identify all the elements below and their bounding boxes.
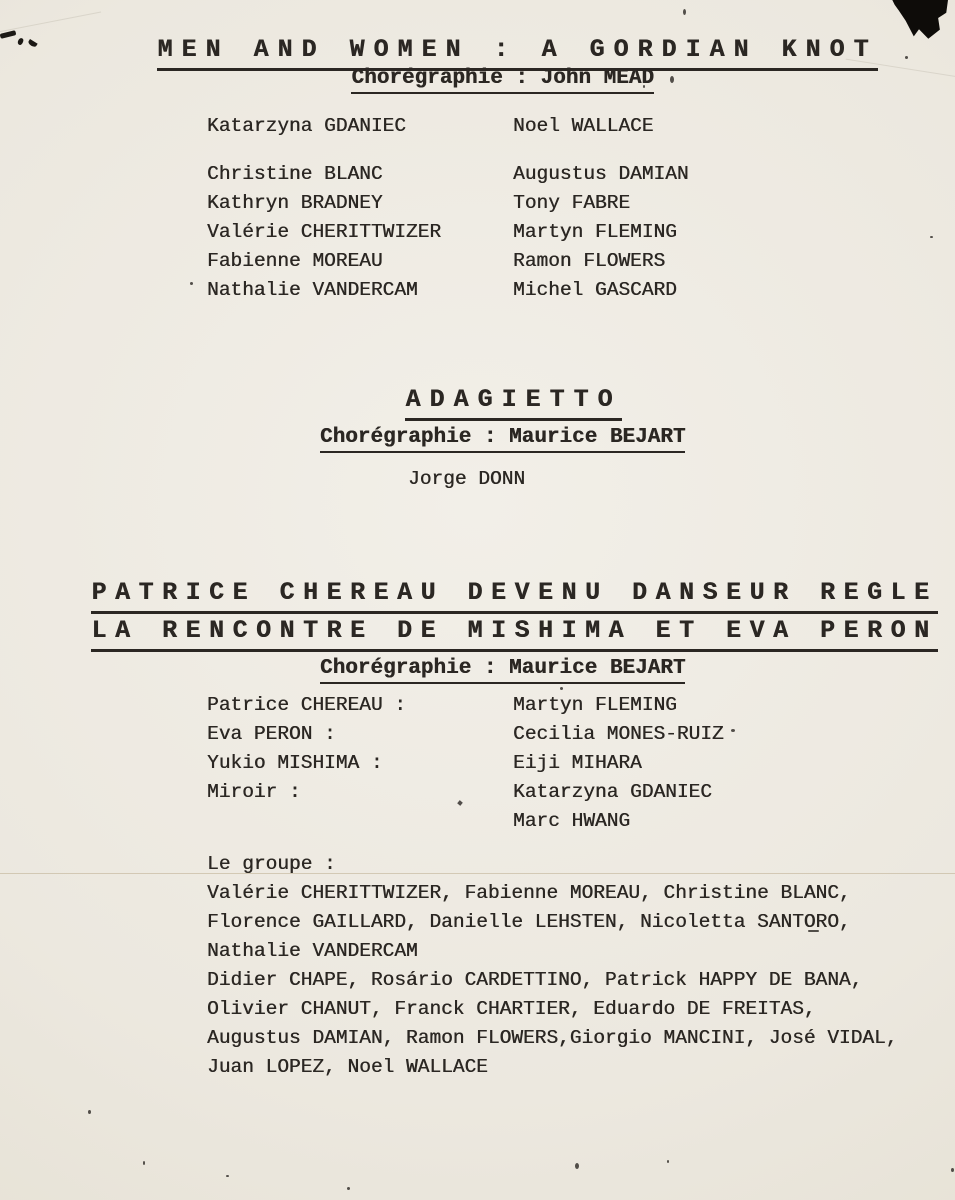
dancer-name: Cecilia MONES-RUIZ	[513, 723, 724, 745]
role-name: Eva PERON :	[207, 723, 336, 745]
ballet2-title: ADAGIETTO	[405, 385, 621, 421]
paper-crease	[0, 873, 955, 874]
cast-name: Michel GASCARD	[513, 279, 677, 301]
cast-row	[207, 189, 689, 218]
paper-speck	[930, 236, 933, 238]
role-row	[207, 749, 724, 778]
paper-speck	[88, 1110, 91, 1114]
paper-speck	[731, 729, 735, 732]
role-name: Miroir :	[207, 781, 301, 803]
group-line: Valérie CHERITTWIZER, Fabienne MOREAU, Christine BLANC,	[207, 882, 851, 904]
cast-row	[207, 247, 689, 276]
paper-speck	[143, 1161, 145, 1165]
ballet2-choreographer: Chorégraphie : Maurice BEJART	[320, 426, 685, 453]
cast-name: Nathalie VANDERCAM	[207, 279, 418, 301]
cast-name: Fabienne MOREAU	[207, 250, 383, 272]
cast-name: Martyn FLEMING	[513, 221, 677, 243]
role-name: Yukio MISHIMA :	[207, 752, 383, 774]
ballet3-role-list	[207, 691, 724, 836]
paper-speck	[951, 1168, 954, 1172]
group-line: Augustus DAMIAN, Ramon FLOWERS,Giorgio MANCINI, José VIDAL,	[207, 1027, 898, 1049]
role-row	[207, 720, 724, 749]
group-line: Florence GAILLARD, Danielle LEHSTEN, Nicoletta SANTORO,	[207, 911, 851, 933]
ballet2-choreographer-row	[0, 403, 955, 472]
cast-name: Katarzyna GDANIEC	[207, 115, 406, 137]
cast-name: Noel WALLACE	[513, 115, 654, 137]
role-row	[207, 778, 724, 807]
ballet3-title-line2: LA RENCONTRE DE MISHIMA ET EVA PERON	[91, 616, 937, 652]
ballet1-cast-list	[207, 112, 689, 305]
group-line: Olivier CHANUT, Franck CHARTIER, Eduardo DE FREITAS,	[207, 998, 816, 1020]
cast-row	[207, 160, 689, 189]
role-row	[207, 807, 724, 836]
ballet3-title-line1: PATRICE CHEREAU DEVENU DANSEUR REGLE	[91, 578, 937, 614]
cast-name: Christine BLANC	[207, 163, 383, 185]
paper-speck	[190, 282, 193, 285]
group-member-list	[207, 879, 897, 1082]
ballet2-dancer: Jorge DONN	[408, 468, 526, 490]
paper-speck	[226, 1175, 229, 1177]
dancer-name: Marc HWANG	[513, 810, 631, 832]
paper-speck	[667, 1160, 669, 1163]
ballet1-choreographer-row	[0, 44, 955, 113]
cast-name: Ramon FLOWERS	[513, 250, 666, 272]
ballet1-title: MEN AND WOMEN : A GORDIAN KNOT	[157, 35, 877, 71]
cast-name: Tony FABRE	[513, 192, 631, 214]
cast-gap	[207, 141, 689, 160]
cast-name: Augustus DAMIAN	[513, 163, 689, 185]
dancer-name: Eiji MIHARA	[513, 752, 642, 774]
paper-speck	[575, 1163, 579, 1169]
group-line: Didier CHAPE, Rosário CARDETTINO, Patrick HAPPY DE BANA,	[207, 969, 863, 991]
cast-row	[207, 218, 689, 247]
group-label: Le groupe :	[207, 853, 336, 875]
role-row	[207, 691, 724, 720]
group-line: Juan LOPEZ, Noel WALLACE	[207, 1056, 488, 1078]
cast-row	[207, 112, 689, 141]
ballet1-choreographer: Chorégraphie : John MEAD	[351, 67, 653, 94]
cast-row	[207, 276, 689, 305]
dancer-name: Katarzyna GDANIEC	[513, 781, 712, 803]
cast-name: Kathryn BRADNEY	[207, 192, 383, 214]
ballet3-choreographer: Chorégraphie : Maurice BEJART	[320, 657, 685, 684]
role-name: Patrice CHEREAU :	[207, 694, 406, 716]
cast-name: Valérie CHERITTWIZER	[207, 221, 442, 243]
paper-speck	[347, 1187, 350, 1190]
group-line: Nathalie VANDERCAM	[207, 940, 418, 962]
dancer-name: Martyn FLEMING	[513, 694, 677, 716]
